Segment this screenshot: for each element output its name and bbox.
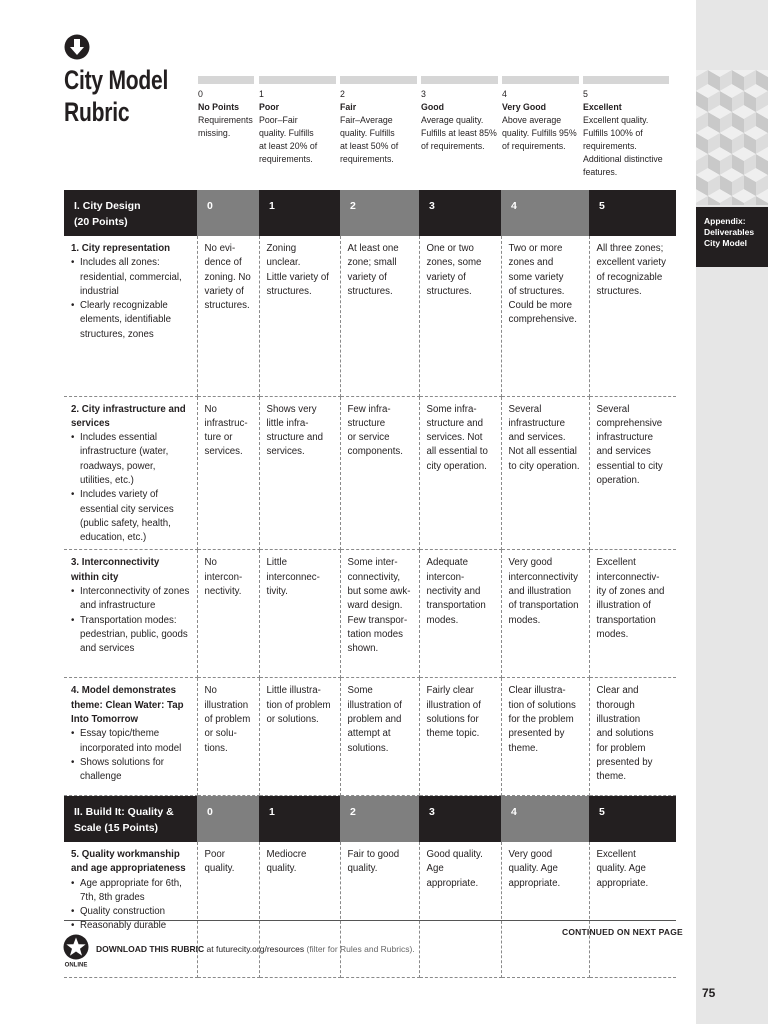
criterion-cell bbox=[64, 236, 197, 396]
score-description-cell bbox=[259, 236, 340, 396]
score-legend-description: of requirements. bbox=[421, 141, 485, 151]
score-description-line: No evi- bbox=[204, 243, 236, 254]
criterion-bullets bbox=[71, 727, 190, 784]
criterion-cell bbox=[64, 396, 197, 550]
score-description-line: intercon- bbox=[426, 571, 465, 583]
criterion-bullets bbox=[71, 431, 190, 545]
score-description-cell bbox=[340, 550, 419, 678]
score-description-line: Mediocre bbox=[266, 848, 307, 860]
score-legend-description: quality. Fulfills 95% bbox=[502, 128, 577, 138]
score-description-cell bbox=[197, 236, 259, 396]
score-description-line: tion of problem bbox=[266, 699, 331, 711]
page-number: 75 bbox=[702, 986, 716, 1000]
score-legend-bar bbox=[502, 76, 579, 84]
score-description-line: for problem bbox=[596, 742, 646, 754]
score-description-line: structure bbox=[347, 417, 386, 429]
score-description-line: tation modes bbox=[347, 628, 403, 640]
criterion-cell bbox=[64, 550, 197, 678]
score-description-line: structures. bbox=[596, 285, 642, 297]
score-legend-description: quality. Fulfills bbox=[340, 128, 395, 138]
score-description-cell bbox=[501, 236, 589, 396]
score-legend-column bbox=[198, 76, 254, 140]
score-legend-number: 3 bbox=[421, 89, 426, 99]
score-description-line: or solutions. bbox=[266, 714, 319, 726]
score-description-line: appropriate. bbox=[596, 877, 649, 889]
score-description-line: illustration of bbox=[596, 600, 651, 612]
rubric-row bbox=[64, 550, 676, 678]
score-legend-description: requirements. bbox=[583, 141, 637, 151]
score-description-cell bbox=[501, 842, 589, 978]
score-description-line: presented by bbox=[596, 756, 653, 768]
score-description-line: tivity. bbox=[266, 586, 288, 598]
score-description-line: illustration bbox=[596, 714, 641, 726]
score-description-line: ity of zones and bbox=[596, 586, 665, 598]
score-description-line: Some inter- bbox=[347, 557, 398, 569]
score-legend-description: at least 20% of bbox=[259, 141, 318, 151]
score-legend-description: Poor–Fair bbox=[259, 115, 298, 125]
score-description-line: quality. bbox=[266, 863, 297, 875]
section-score-header: 4 bbox=[501, 190, 589, 236]
score-description-line: quality. bbox=[347, 863, 378, 875]
score-legend-description: Additional distinctive bbox=[583, 154, 663, 164]
score-legend-label: Good bbox=[421, 102, 444, 112]
score-description-line: of transportation bbox=[508, 600, 579, 612]
score-description-line: Clear illustra- bbox=[508, 685, 566, 697]
score-description-line: services. bbox=[266, 446, 305, 458]
score-legend-description: features. bbox=[583, 167, 618, 177]
score-description-line: and illustration bbox=[508, 586, 571, 598]
score-description-cell bbox=[589, 550, 676, 678]
score-description-line: All three zones; bbox=[596, 243, 664, 254]
score-legend-bar bbox=[198, 76, 254, 84]
score-description-line: components. bbox=[347, 446, 403, 458]
score-description-line: and services bbox=[596, 446, 651, 458]
criterion-title: 2. City infrastructure and services bbox=[71, 403, 186, 429]
score-description-line: quality. bbox=[204, 863, 235, 875]
score-description-line: modes. bbox=[426, 614, 459, 626]
score-legend-label: Poor bbox=[259, 102, 280, 112]
score-description-line: appropriate. bbox=[508, 877, 561, 889]
score-description-line: At least one bbox=[347, 243, 399, 254]
score-description-line: illustration bbox=[204, 699, 249, 711]
score-description-line: comprehensive. bbox=[508, 314, 577, 326]
score-description-line: tion of solutions bbox=[508, 699, 576, 711]
score-description-line: interconnectivity bbox=[508, 571, 578, 583]
rubric-row bbox=[64, 678, 676, 796]
score-description-line: Several bbox=[596, 403, 630, 415]
score-legend-description: Excellent quality. bbox=[583, 115, 649, 125]
criterion-bullet: • Includes essential infrastructure (water, roadways, power, utilities, etc.) bbox=[71, 431, 190, 488]
section-score-header: 4 bbox=[501, 796, 589, 842]
score-description-cell bbox=[419, 396, 501, 550]
criterion-bullet: • Clearly recognizable elements, identifiable structures, zones bbox=[71, 299, 190, 342]
score-description-cell bbox=[197, 842, 259, 978]
section-header-row bbox=[64, 796, 676, 842]
section-title-line: I. City Design bbox=[74, 200, 141, 212]
score-description-line: Little variety of bbox=[266, 271, 329, 283]
score-description-line: Clear and bbox=[596, 685, 639, 697]
score-description-line: theme. bbox=[508, 742, 539, 754]
score-description-line: ture or bbox=[204, 432, 233, 444]
download-filter-note: (filter for Rules and Rubrics). bbox=[304, 944, 415, 954]
score-description-line: transportation bbox=[596, 614, 656, 626]
score-description-line: or solu- bbox=[204, 728, 237, 740]
score-description-cell bbox=[419, 678, 501, 796]
score-description-line: Few infra- bbox=[347, 403, 391, 415]
score-description-line: illustration of bbox=[347, 699, 402, 711]
section-score-header: 2 bbox=[340, 190, 419, 236]
score-legend-bar bbox=[340, 76, 417, 84]
rubric-row bbox=[64, 236, 676, 396]
score-description-cell bbox=[259, 396, 340, 550]
score-description-line: to city operation. bbox=[508, 460, 580, 472]
score-description-cell bbox=[259, 842, 340, 978]
score-legend-description: missing. bbox=[198, 128, 231, 138]
score-legend-description: Above average bbox=[502, 115, 562, 125]
score-legend-label: Fair bbox=[340, 102, 357, 112]
score-description-line: No bbox=[204, 403, 217, 415]
section-title-line: Scale (15 Points) bbox=[74, 822, 159, 835]
score-legend-description: Average quality. bbox=[421, 115, 484, 125]
score-description-line: and solutions bbox=[596, 728, 654, 740]
score-description-line: thorough bbox=[596, 699, 635, 711]
score-description-line: Very good bbox=[508, 848, 553, 860]
section-score-header: 3 bbox=[419, 190, 501, 236]
score-description-line: Good quality. bbox=[426, 848, 483, 860]
arrow-down-circle-icon bbox=[64, 34, 90, 60]
section-header-row bbox=[64, 190, 676, 236]
score-description-line: but some awk- bbox=[347, 586, 411, 598]
section-score-header: 2 bbox=[340, 796, 419, 842]
score-description-line: little infra- bbox=[266, 417, 309, 429]
score-description-cell bbox=[259, 678, 340, 796]
hexagon-pattern bbox=[696, 70, 768, 205]
score-description-line: theme. bbox=[596, 771, 627, 783]
appendix-tab-line: City Model bbox=[704, 238, 747, 248]
score-description-line: of structures. bbox=[508, 285, 565, 297]
score-description-cell bbox=[197, 550, 259, 678]
score-legend-description: requirements. bbox=[340, 154, 394, 164]
score-description-line: Poor bbox=[204, 848, 225, 860]
score-description-line: appropriate. bbox=[426, 877, 479, 889]
criterion-bullet: • Quality construction bbox=[71, 905, 190, 919]
score-description-line: problem and bbox=[347, 714, 402, 726]
score-description-line: nectivity. bbox=[204, 586, 242, 598]
score-description-cell bbox=[589, 236, 676, 396]
score-legend-description: Requirements bbox=[198, 115, 253, 125]
score-description-line: Some infra- bbox=[426, 403, 477, 415]
score-description-line: and services. bbox=[508, 432, 566, 444]
score-description-line: structures. bbox=[347, 285, 393, 297]
criterion-bullet: • Interconnectivity of zones and infrastructure bbox=[71, 585, 190, 614]
appendix-tab-line: Appendix: bbox=[704, 216, 746, 226]
score-description-cell bbox=[501, 550, 589, 678]
score-description-line: infrastruc- bbox=[204, 417, 248, 429]
score-description-line: attempt at bbox=[347, 728, 391, 740]
score-legend-column bbox=[259, 76, 336, 166]
score-legend-column bbox=[583, 76, 669, 179]
appendix-tab-line: Deliverables bbox=[704, 227, 755, 237]
score-legend-description: requirements. bbox=[259, 154, 313, 164]
score-description-line: Few transpor- bbox=[347, 614, 408, 626]
section-title bbox=[64, 190, 197, 236]
page-number-band bbox=[696, 978, 768, 1024]
score-description-line: Excellent bbox=[596, 848, 636, 860]
score-description-line: Not all essential bbox=[508, 446, 577, 458]
criterion-bullet: • Shows solutions for challenge bbox=[71, 756, 190, 785]
score-description-line: services. bbox=[204, 446, 243, 458]
criterion-cell bbox=[64, 678, 197, 796]
score-description-line: theme topic. bbox=[426, 728, 480, 740]
score-legend-column bbox=[340, 76, 417, 166]
score-description-line: of problem bbox=[204, 714, 251, 726]
score-legend-description: of requirements. bbox=[502, 141, 566, 151]
section-score-header: 1 bbox=[259, 796, 340, 842]
page-title: City Model Rubric bbox=[64, 65, 169, 127]
score-description-line: solutions for bbox=[426, 714, 479, 726]
section-score-header: 5 bbox=[589, 796, 676, 842]
section-title-line: (20 Points) bbox=[74, 216, 128, 228]
criterion-bullet: • Includes variety of essential city services (public safety, health, education, etc.) bbox=[71, 488, 190, 545]
score-description-line: Some bbox=[347, 685, 373, 697]
continued-note: CONTINUED ON NEXT PAGE bbox=[562, 927, 683, 937]
rubric-row bbox=[64, 842, 676, 978]
score-legend-number: 0 bbox=[198, 89, 203, 99]
score-description-line: modes. bbox=[508, 614, 541, 626]
score-description-cell bbox=[197, 678, 259, 796]
section-score-header: 3 bbox=[419, 796, 501, 842]
score-description-line: zone; small bbox=[347, 257, 397, 269]
online-star-icon bbox=[62, 934, 90, 968]
section-score-header: 0 bbox=[197, 190, 259, 236]
score-legend-description: Fulfills 100% of bbox=[583, 128, 643, 138]
score-legend-label: Very Good bbox=[502, 102, 546, 112]
section-score-header: 1 bbox=[259, 190, 340, 236]
score-description-line: interconnec- bbox=[266, 571, 320, 583]
score-description-line: quality. Age bbox=[596, 863, 646, 875]
score-description-line: shown. bbox=[347, 643, 379, 655]
score-legend-bar bbox=[259, 76, 336, 84]
score-description-line: excellent variety bbox=[596, 257, 666, 269]
score-legend-bar bbox=[421, 76, 498, 84]
score-description-line: Could be more bbox=[508, 300, 573, 312]
score-legend-bar bbox=[583, 76, 669, 84]
score-description-line: Little bbox=[266, 557, 287, 569]
score-legend-description: Fair–Average bbox=[340, 115, 393, 125]
score-description-line: ward design. bbox=[347, 600, 403, 612]
criterion-bullet: • Age appropriate for 6th, 7th, 8th grades bbox=[71, 877, 190, 906]
score-description-line: Fairly clear bbox=[426, 685, 474, 697]
score-description-line: structure and bbox=[266, 432, 324, 444]
score-description-line: tions. bbox=[204, 742, 228, 754]
score-description-line: connectivity, bbox=[347, 571, 401, 583]
criterion-bullet: • Includes all zones: residential, commercial, industrial bbox=[71, 256, 190, 299]
score-description-line: transportation bbox=[426, 600, 486, 612]
score-description-cell bbox=[340, 396, 419, 550]
score-description-cell bbox=[340, 842, 419, 978]
score-legend-description: quality. Fulfills bbox=[259, 128, 314, 138]
score-description-line: Shows very bbox=[266, 403, 317, 415]
score-description-line: solutions. bbox=[347, 742, 389, 754]
score-description-cell bbox=[501, 678, 589, 796]
score-legend-description: Fulfills at least 85% bbox=[421, 128, 497, 138]
score-description-line: all essential to bbox=[426, 446, 488, 458]
score-legend-column bbox=[502, 76, 579, 153]
score-description-cell bbox=[340, 236, 419, 396]
download-label: DOWNLOAD THIS RUBRIC bbox=[96, 944, 205, 954]
score-description-line: interconnectiv- bbox=[596, 571, 660, 583]
criterion-bullets bbox=[71, 877, 190, 934]
score-legend-label: Excellent bbox=[583, 102, 622, 112]
score-description-line: One or two bbox=[426, 243, 474, 254]
score-description-line: structures. bbox=[426, 285, 472, 297]
score-description-line: quality. Age bbox=[508, 863, 558, 875]
criterion-title: 5. Quality workmanship and age appropriateness bbox=[71, 848, 186, 875]
score-legend-column bbox=[421, 76, 498, 153]
rubric-table bbox=[64, 190, 676, 978]
online-label: ONLINE bbox=[64, 962, 88, 968]
score-description-line: variety of bbox=[426, 271, 466, 283]
score-description-line: comprehensive bbox=[596, 417, 663, 429]
criterion-title: 1. City representation bbox=[71, 243, 171, 254]
score-description-line: zones and bbox=[508, 257, 554, 269]
score-description-line: or service bbox=[347, 432, 390, 444]
score-description-line: intercon- bbox=[204, 571, 243, 583]
score-description-line: operation. bbox=[596, 474, 640, 486]
section-title-line: II. Build It: Quality & bbox=[74, 806, 174, 819]
section-score-header: 0 bbox=[197, 796, 259, 842]
score-description-line: services. Not bbox=[426, 432, 483, 444]
score-description-line: Fair to good bbox=[347, 848, 400, 860]
score-description-line: city operation. bbox=[426, 460, 487, 472]
score-description-line: presented by bbox=[508, 728, 565, 740]
criterion-bullets bbox=[71, 256, 190, 342]
criterion-bullet: • Essay topic/theme incorporated into model bbox=[71, 727, 190, 756]
score-description-line: modes. bbox=[596, 628, 629, 640]
score-description-line: Two or more bbox=[508, 243, 563, 254]
score-description-line: Several bbox=[508, 403, 542, 415]
score-description-line: nectivity and bbox=[426, 586, 481, 598]
score-legend-number: 2 bbox=[340, 89, 345, 99]
score-description-line: infrastructure bbox=[596, 432, 654, 444]
score-description-line: Age bbox=[426, 863, 444, 875]
score-description-cell bbox=[419, 236, 501, 396]
score-description-cell bbox=[589, 396, 676, 550]
criterion-title: 3. Interconnectivity within city bbox=[71, 557, 160, 583]
score-description-cell bbox=[259, 550, 340, 678]
score-description-line: zoning. No bbox=[204, 271, 251, 283]
score-description-cell bbox=[589, 678, 676, 796]
score-description-line: dence of bbox=[204, 257, 242, 269]
score-description-line: structures. bbox=[266, 285, 312, 297]
score-description-line: zones, some bbox=[426, 257, 482, 269]
criterion-bullet: • Reasonably durable bbox=[71, 919, 190, 933]
section-title bbox=[64, 796, 197, 842]
score-description-line: Zoning unclear. bbox=[266, 243, 301, 269]
score-description-line: some variety bbox=[508, 271, 564, 283]
score-description-line: No bbox=[204, 557, 217, 569]
score-description-cell bbox=[419, 842, 501, 978]
score-description-line: essential to city bbox=[596, 460, 663, 472]
section-score-header: 5 bbox=[589, 190, 676, 236]
score-description-cell bbox=[589, 842, 676, 978]
score-legend-description: at least 50% of bbox=[340, 141, 399, 151]
appendix-tab bbox=[696, 207, 768, 267]
score-description-line: Little illustra- bbox=[266, 685, 321, 697]
score-description-line: Very good bbox=[508, 557, 553, 569]
criterion-title: 4. Model demonstrates theme: Clean Water: Tap Into Tomorrow bbox=[71, 685, 184, 726]
score-description-line: No bbox=[204, 685, 217, 697]
score-legend-number: 5 bbox=[583, 89, 588, 99]
score-description-line: of recognizable bbox=[596, 271, 663, 283]
score-description-line: Excellent bbox=[596, 557, 636, 569]
score-description-line: structure and bbox=[426, 417, 484, 429]
score-description-cell bbox=[197, 396, 259, 550]
score-description-cell bbox=[340, 678, 419, 796]
score-description-line: variety of bbox=[204, 285, 244, 297]
download-link[interactable]: at futurecity.org/resources bbox=[204, 944, 305, 954]
score-description-line: Adequate bbox=[426, 557, 468, 569]
score-description-cell bbox=[419, 550, 501, 678]
score-description-line: structures. bbox=[204, 300, 250, 312]
score-description-line: variety of bbox=[347, 271, 387, 283]
score-legend-label: No Points bbox=[198, 102, 240, 112]
download-note bbox=[96, 944, 415, 954]
score-description-line: for the problem bbox=[508, 714, 574, 726]
criterion-bullets bbox=[71, 585, 190, 656]
rubric-row bbox=[64, 396, 676, 550]
score-description-line: infrastructure bbox=[508, 417, 566, 429]
score-legend-number: 1 bbox=[259, 89, 264, 99]
footer-rule bbox=[64, 920, 676, 921]
score-description-cell bbox=[501, 396, 589, 550]
score-legend-number: 4 bbox=[502, 89, 507, 99]
criterion-bullet: • Transportation modes: pedestrian, public, goods and services bbox=[71, 614, 190, 657]
score-description-line: illustration of bbox=[426, 699, 481, 711]
